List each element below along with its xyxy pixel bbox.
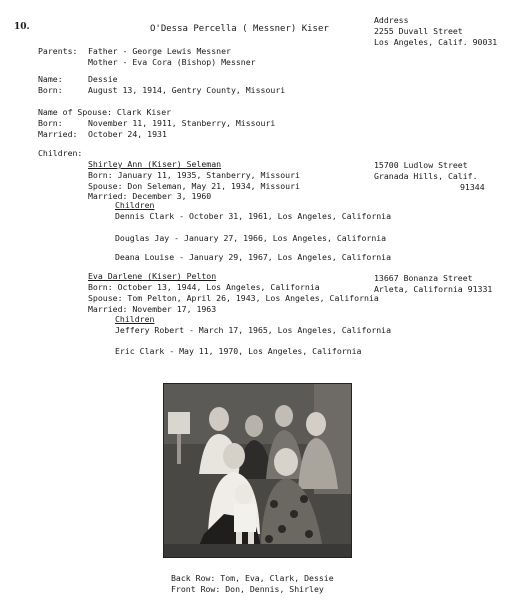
born-value: August 13, 1914, Gentry County, Missouri [88, 85, 286, 95]
spouse-married-value: October 24, 1931 [88, 129, 167, 139]
child-2-name: Eva Darlene (Kiser) Pelton [88, 271, 217, 281]
father-line: Father - George Lewis Messner [88, 46, 231, 56]
grandchild-deana: Deana Louise - January 29, 1967, Los Angeles, California [115, 252, 392, 262]
child-1-address-line-3: 91344 [460, 182, 485, 192]
child-1-address-line-1: 15700 Ludlow Street [374, 160, 468, 170]
grandchild-eric: Eric Clark - May 11, 1970, Los Angeles, California [115, 346, 362, 356]
child-2-married: Married: November 17, 1963 [88, 304, 217, 314]
grandchild-douglas: Douglas Jay - January 27, 1966, Los Angeles, California [115, 233, 387, 243]
address-city: Los Angeles, Calif. 90031 [374, 37, 498, 47]
name-value: Dessie [88, 74, 118, 84]
child-2-address-line-1: 13667 Bonanza Street [374, 273, 473, 283]
parents-label: Parents: [38, 46, 78, 56]
child-1-children-label: Children [115, 200, 155, 210]
child-2-address-line-2: Arleta, California 91331 [374, 284, 493, 294]
caption-front-row: Front Row: Don, Dennis, Shirley [171, 584, 324, 594]
child-2-born: Born: October 13, 1944, Los Angeles, California [88, 282, 320, 292]
address-street: 2255 Duvall Street [374, 26, 463, 36]
child-1-name: Shirley Ann (Kiser) Seleman [88, 159, 222, 169]
caption-back-row: Back Row: Tom, Eva, Clark, Dessie [171, 573, 334, 583]
spouse-born-label: Born: [38, 118, 63, 128]
child-1-address-line-2: Granada Hills, Calif. [374, 171, 478, 181]
page-title: O'Dessa Percella ( Messner) Kiser [150, 24, 329, 34]
child-1-born: Born: January 11, 1935, Stanberry, Missouri [88, 170, 300, 180]
spouse-born-value: November 11, 1911, Stanberry, Missouri [88, 118, 276, 128]
children-heading: Children: [38, 148, 83, 158]
spouse-married-label: Married: [38, 129, 78, 139]
born-label: Born: [38, 85, 63, 95]
spouse-name-line: Name of Spouse: Clark Kiser [38, 107, 172, 117]
family-photo [163, 383, 352, 558]
child-2-children-label: Children [115, 314, 155, 324]
page-number: 10. [14, 22, 30, 32]
mother-line: Mother - Eva Cora (Bishop) Messner [88, 57, 256, 67]
grandchild-jeffery: Jeffery Robert - March 17, 1965, Los Angeles, California [115, 325, 392, 335]
child-1-spouse: Spouse: Don Seleman, May 21, 1934, Missouri [88, 181, 300, 191]
child-2-spouse: Spouse: Tom Pelton, April 26, 1943, Los Angeles, California [88, 293, 379, 303]
name-label: Name: [38, 74, 63, 84]
child-1-married: Married: December 3, 1960 [88, 191, 212, 201]
address-label: Address [374, 15, 409, 25]
grandchild-dennis: Dennis Clark - October 31, 1961, Los Angeles, California [115, 211, 392, 221]
